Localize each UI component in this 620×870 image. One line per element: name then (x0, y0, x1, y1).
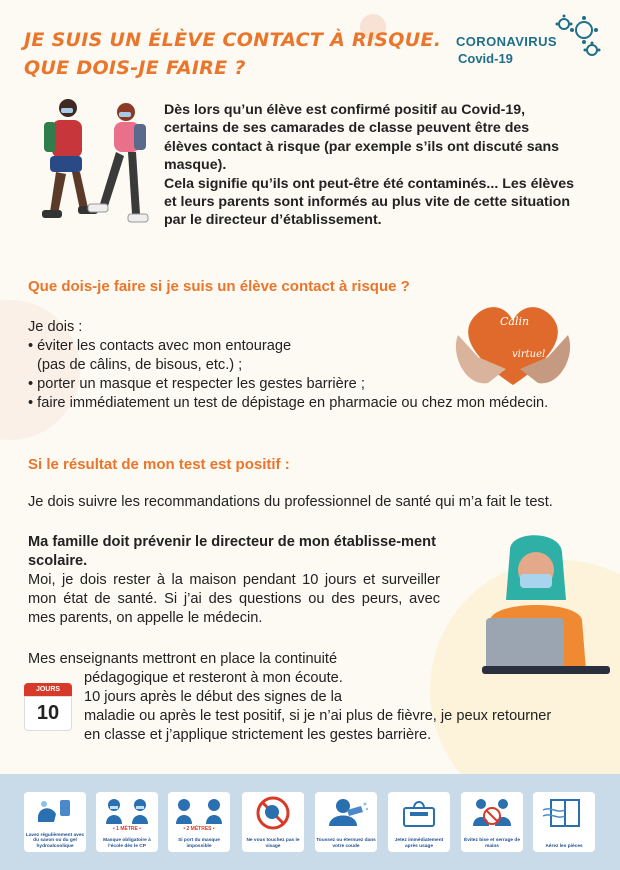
stay-home-text: Moi, je dois rester à la maison pendant 10 jours et surveiller mon état de santé. Si j’ai des questions ou des peurs, avec mes parents, on appelle le médecin. (28, 572, 440, 626)
gesture-caption: Toussez ou éternuez dans votre coude (316, 838, 376, 849)
heart-word-2: virtuel (512, 349, 546, 360)
window-air-icon (539, 796, 589, 828)
gesture-caption: Masque obligatoire à l’école dès le CP (103, 838, 151, 849)
calendar-label: JOURS (24, 683, 72, 696)
intro-paragraph-2: Cela signifie qu’ils ont peut-être été contaminés... Les élèves et leurs parents sont informés au plus vite de cette situation par le directeur d’établissement. (164, 175, 574, 229)
distance-badge: • 2 MÈTRES • (183, 826, 215, 832)
intro-paragraph-1: Dès lors qu’un élève est confirmé positif au Covid-19, certains de ses camarades de classe peuvent être des élèves contact à risque (par exemple s’ils ont discuté sans masque). (164, 102, 560, 174)
gesture-caption: Évitez bise et serrage de mains (464, 838, 520, 849)
family-notify-text: Ma famille doit prévenir le directeur de mon établisse-ment scolaire. (28, 534, 436, 569)
return-text-1: 10 jours après le début des signes de la (84, 689, 342, 705)
bullet-wear-mask: • porter un masque et respecter les gestes barrière ; (28, 376, 365, 392)
gesture-card (461, 792, 523, 852)
gesture-caption: Jetez immédiatement après usage (394, 838, 444, 849)
gesture-caption: Aérez les pièces (545, 843, 583, 849)
section-heading-contact: Que dois-je faire si je suis un élève contact à risque ? (28, 278, 410, 295)
no-hug-icon (467, 796, 517, 828)
covid-logo (456, 34, 557, 66)
distance-badge: • 1 MÈTRE • (113, 826, 141, 832)
cough-elbow-icon (321, 796, 371, 828)
covid-logo-line-1: CORONAVIRUS (456, 34, 557, 49)
teachers-text-2: pédagogique et resteront à mon écoute. (84, 670, 343, 686)
gesture-card (388, 792, 450, 852)
recommendations-text: Je dois suivre les recommandations du professionnel de santé qui m’a fait le test. (28, 494, 553, 510)
student-laptop-illustration (470, 530, 610, 680)
hand-wash-icon (30, 796, 80, 826)
gesture-card (168, 792, 230, 852)
gesture-caption: Ne vous touchez pas le visage (246, 838, 300, 849)
title-line-1: JE SUIS UN ÉLÈVE CONTACT À RISQUE. (24, 29, 442, 51)
gesture-card (24, 792, 86, 852)
lead-text: Je dois : (28, 319, 83, 335)
calendar-icon (24, 683, 72, 731)
page-title (24, 26, 441, 82)
students-illustration (28, 94, 158, 229)
no-face-touch-icon (248, 796, 298, 830)
teachers-text-1: Mes enseignants mettront en place la continuité (28, 651, 338, 667)
heart-word-1: Câlin (500, 315, 530, 328)
bullet-avoid-contact: • éviter les contacts avec mon entourage (28, 338, 292, 354)
virtual-hug-illustration (448, 295, 578, 395)
two-meters-icon (174, 796, 224, 826)
tissue-box-icon (394, 796, 444, 828)
bullet-avoid-contact-detail: (pas de câlins, de bisous, etc.) ; (37, 357, 243, 373)
calendar-number: 10 (24, 696, 72, 731)
gesture-caption: Lavez régulièrement avec du savon ou du gel hydroalcoolique (25, 832, 85, 849)
gesture-card (242, 792, 304, 852)
gesture-card (533, 792, 595, 852)
title-line-2: QUE DOIS-JE FAIRE ? (24, 57, 246, 79)
covid-logo-line-2: Covid-19 (458, 51, 513, 66)
gesture-card (315, 792, 377, 852)
one-meter-icon (102, 796, 152, 826)
gestures-bar (0, 774, 620, 870)
bullet-get-tested: • faire immédiatement un test de dépistage en pharmacie ou chez mon médecin. (28, 395, 549, 411)
gesture-caption: Si port du masque impossible (178, 838, 220, 849)
return-text-2: maladie ou après le test positif, si je n’ai plus de fièvre, je peux retourner en classe et j’applique strictement les gestes barrière. (84, 708, 552, 743)
section-heading-positive: Si le résultat de mon test est positif : (28, 456, 290, 473)
intro-text (164, 101, 574, 230)
gesture-card (96, 792, 158, 852)
